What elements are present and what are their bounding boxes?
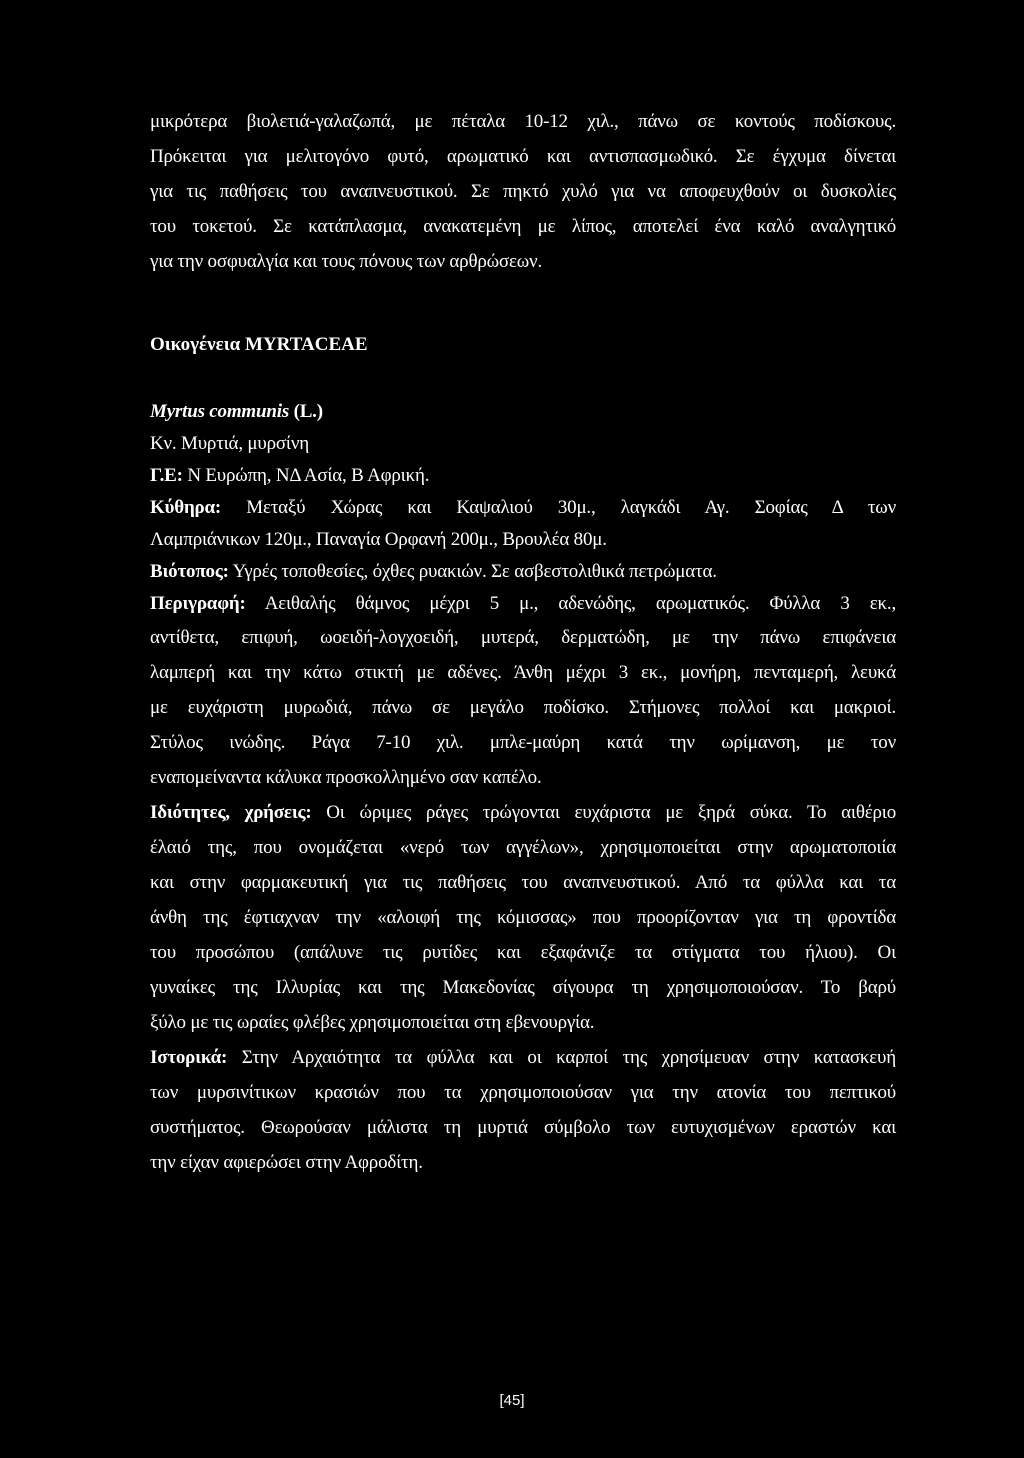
description-text: Αειθαλής θάμνος μέχρι 5 μ., αδενώδης, αρωματικός. Φύλλα 3 εκ., — [264, 593, 896, 614]
uses-line: του προσώπου (απάλυνε τις ρυτίδες και εξαφάνιζε τα στίγματα του ήλιου). Οι — [150, 942, 896, 963]
family-heading: Οικογένεια MYRTACEAE — [150, 334, 368, 355]
description-line: με ευχάριστη μυρωδιά, πάνω σε μεγάλο ποδίσκο. Στήμονες πολλοί και μακριοί. — [150, 697, 896, 718]
uses-line: γυναίκες της Ιλλυρίας και της Μακεδονίας σίγουρα τη χρησιμοποιούσαν. Το βαρύ — [150, 977, 896, 998]
distribution-text: Ν Ευρώπη, ΝΔ Ασία, Β Αφρική. — [187, 465, 430, 486]
history-line — [150, 1040, 896, 1075]
uses-line: ξύλο με τις ωραίες φλέβες χρησιμοποιείται στη εβενουργία. — [150, 1012, 595, 1033]
uses-line — [150, 795, 896, 830]
description-line: λαμπερή και την κάτω στικτή με αδένες. Άνθη μέχρι 3 εκ., μονήρη, πενταμερή, λευκά — [150, 662, 896, 683]
uses-text: Οι ώριμες ράγες τρώγονται ευχάριστα με ξηρά σύκα. Το αιθέριο — [326, 802, 896, 823]
kythira-line: Λαμπριάνικων 120μ., Παναγία Ορφανή 200μ., Βρουλέα 80μ. — [150, 529, 607, 550]
description-line: αντίθετα, επιφυή, ωοειδή-λογχοειδή, μυτερά, δερματώδη, με την πάνω επιφάνεια — [150, 627, 896, 648]
uses-line: και στην φαρμακευτική για τις παθήσεις του αναπνευστικού. Από τα φύλλα και τα — [150, 872, 896, 893]
uses-line: έλαιό της, που ονομάζεται «νερό των αγγέλων», χρησιμοποιείται στην αρωματοποιία — [150, 837, 896, 858]
common-names-label: Κν. — [150, 433, 177, 454]
species-name-line — [150, 396, 896, 428]
intro-paragraph — [150, 104, 896, 279]
history-line: συστήματος. Θεωρούσαν μάλιστα τη μυρτιά σύμβολο των ευτυχισμένων εραστών και — [150, 1117, 896, 1138]
species-latin-name: Myrtus communis — [150, 401, 290, 422]
kythira-text: Μεταξύ Χώρας και Καψαλιού 30μ., λαγκάδι Αγ. Σοφίας Δ των — [246, 497, 896, 518]
history-line: των μυρσινίτικων κρασιών που τα χρησιμοποιούσαν για την ατονία του πεπτικού — [150, 1082, 896, 1103]
distribution-label: Γ.Ε: — [150, 465, 183, 486]
page-number: [45] — [499, 1392, 525, 1409]
species-author: (L.) — [293, 401, 323, 422]
text-line: Πρόκειται για μελιτογόνο φυτό, αρωματικό και αντισπασμωδικό. Σε έγχυμα δίνεται — [150, 146, 896, 167]
description-line: εναπομείναντα κάλυκα προσκολλημένο σαν καπέλο. — [150, 767, 542, 788]
history-line: την είχαν αφιερώσει στην Αφροδίτη. — [150, 1152, 423, 1173]
kythira-line — [150, 492, 896, 524]
habitat-line — [150, 556, 896, 588]
history-label: Ιστορικά: — [150, 1047, 228, 1068]
kythira-label: Κύθηρα: — [150, 497, 222, 518]
common-names: Μυρτιά, μυρσίνη — [181, 433, 309, 454]
uses-label: Ιδιότητες, χρήσεις: — [150, 802, 312, 823]
uses-line: άνθη της έφτιαχναν την «αλοιφή της κόμισσας» που προορίζονταν για τη φροντίδα — [150, 907, 896, 928]
text-line: του τοκετού. Σε κατάπλασμα, ανακατεμένη με λίπος, αποτελεί ένα καλό αναλγητικό — [150, 216, 896, 237]
text-line: για τις παθήσεις του αναπνευστικού. Σε πηκτό χυλό για να αποφευχθούν οι δυσκολίες — [150, 181, 896, 202]
history-text: Στην Αρχαιότητα τα φύλλα και οι καρποί της χρησίμευαν στην κατασκευή — [241, 1047, 896, 1068]
species-entry — [150, 396, 896, 1180]
description-label: Περιγραφή: — [150, 593, 246, 614]
habitat-text: Υγρές τοποθεσίες, όχθες ρυακιών. Σε ασβεστολιθικά πετρώματα. — [232, 561, 717, 582]
distribution-line — [150, 460, 896, 492]
description-line — [150, 588, 896, 620]
description-line: Στύλος ινώδης. Ράγα 7-10 χιλ. μπλε-μαύρη κατά την ωρίμανση, με τον — [150, 732, 896, 753]
common-names-line — [150, 428, 896, 460]
document-page — [150, 104, 896, 1180]
text-line: μικρότερα βιολετιά-γαλαζωπά, με πέταλα 10-12 χιλ., πάνω σε κοντούς ποδίσκους. — [150, 111, 896, 132]
habitat-label: Βιότοπος: — [150, 561, 229, 582]
text-line: για την οσφυαλγία και τους πόνους των αρθρώσεων. — [150, 251, 542, 272]
